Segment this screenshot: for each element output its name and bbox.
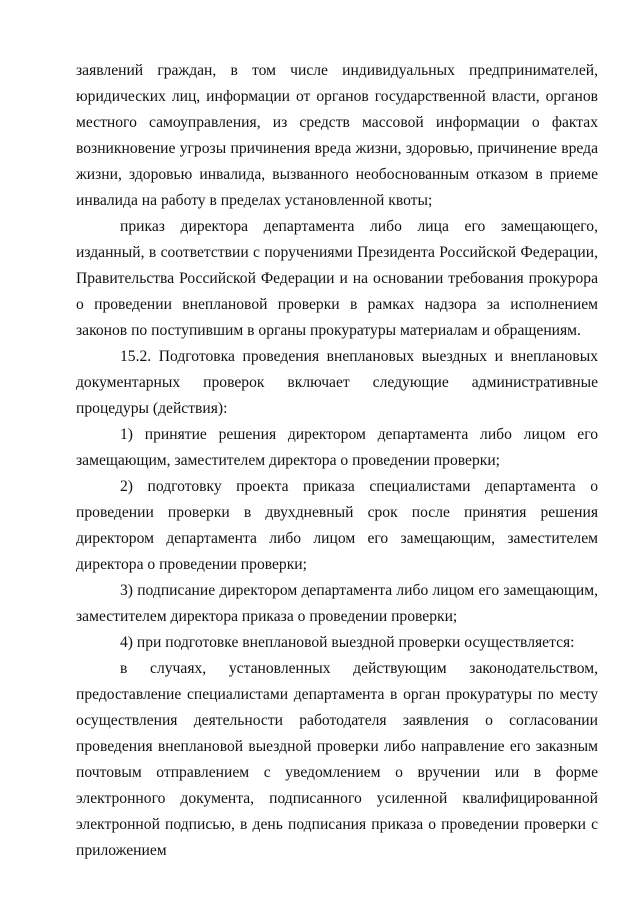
list-item-3: 3) подписание директором департамента либо лицом его замещающим, заместителем директора приказа о проведении проверки; (76, 582, 598, 625)
paragraph-complaint-sources: заявлений граждан, в том числе индивидуальных предпринимателей, юридических лиц, информации от органов государственной власти, органов местного самоуправления, из средств массовой информации о фактах возникновение угрозы причинения вреда жизни, здоровью, причинение вреда жизни, здоровью инвалида, вызванного необоснованным отказом в приеме инвалида на работу в пределах установленной квоты; (76, 62, 598, 209)
paragraph-prosecutor-approval: в случаях, установленных действующим законодательством, предоставление специалистами департамента в орган прокуратуры по месту осуществления деятельности работодателя заявления о согласовании проведения внеплановой выездной проверки либо направление его заказным почтовым отправлением с уведомлением о вручении или в форме электронного документа, подписанного усиленной квалифицированной электронной подписью, в день подписания приказа о проведении проверки с приложением (76, 660, 598, 859)
list-item-4: 4) при подготовке внеплановой выездной проверки осуществляется: (120, 634, 575, 651)
document-page (76, 58, 598, 864)
paragraph-director-order: приказ директора департамента либо лица его замещающего, изданный, в соответствии с поручениями Президента Российской Федерации, Правительства Российской Федерации и на основании требования прокурора о проведении внеплановой проверки в рамках надзора за исполнением законов по поступившим в органы прокуратуры материалам и обращениям. (76, 218, 598, 339)
list-item-1: 1) принятие решения директором департамента либо лицом его замещающим, заместителем директора о проведении проверки; (76, 426, 598, 469)
list-item-2: 2) подготовку проекта приказа специалистами департамента о проведении проверки в двухдневный срок после принятия решения директором департамента либо лицом его замещающим, заместителем директора о проведении проверки; (76, 478, 598, 573)
paragraph-section-15-2: 15.2. Подготовка проведения внеплановых выездных и внеплановых документарных проверок включает следующие административные процедуры (действия): (76, 348, 598, 417)
